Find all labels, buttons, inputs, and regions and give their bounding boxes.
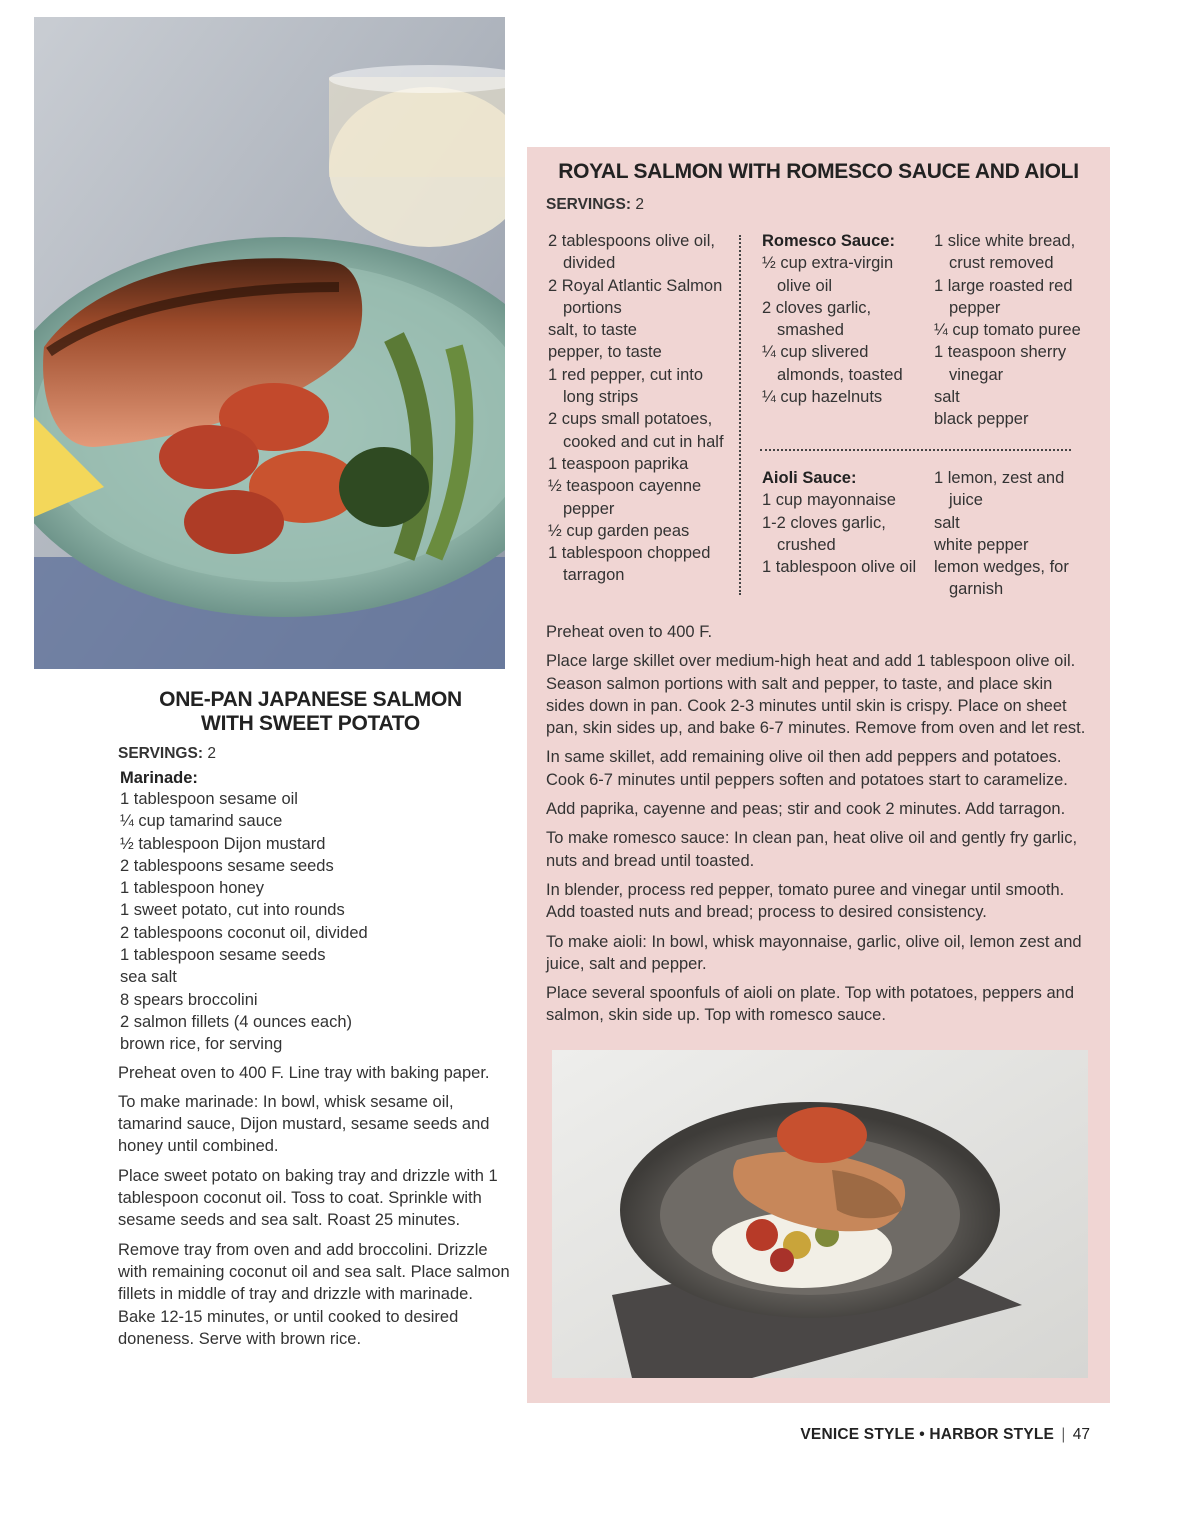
ingredient-item: lemon wedges, for garnish: [934, 558, 1069, 599]
directions: [118, 1062, 513, 1351]
ingredient-item: ½ cup extra-virgin olive oil: [762, 254, 894, 295]
ingredient-item: pepper, to taste: [548, 343, 662, 362]
japanese-salmon-recipe: [118, 688, 513, 1357]
direction-step: Preheat oven to 400 F. Line tray with baking paper.: [118, 1063, 490, 1082]
servings-label: SERVINGS:: [118, 745, 203, 762]
ingredient-item: 2 tablespoons coconut oil, divided: [120, 923, 368, 942]
servings-value: 2: [635, 196, 644, 213]
ingredient-item: 1 teaspoon paprika: [548, 454, 689, 473]
ingredient-item: ½ cup garden peas: [548, 521, 690, 540]
servings: [546, 196, 644, 214]
ingredient-item: 2 salmon fillets (4 ounces each): [120, 1012, 353, 1031]
ingredient-item: 2 tablespoons sesame seeds: [120, 856, 334, 875]
romesco-sauce-column-2: [934, 230, 1102, 431]
ingredient-item: ½ teaspoon cayenne pepper: [548, 477, 702, 518]
ingredient-item: 1-2 cloves garlic, crushed: [762, 513, 886, 554]
ingredient-item: white pepper: [934, 535, 1029, 554]
horizontal-dotted-divider: [760, 449, 1071, 451]
ingredient-item: 1 tablespoon sesame seeds: [120, 946, 326, 965]
ingredient-item: 1 large roasted red pepper: [934, 276, 1073, 317]
ingredient-item: 2 Royal Atlantic Salmon portions: [548, 276, 723, 317]
directions: [546, 621, 1091, 1034]
ingredient-item: 2 cups small potatoes, cooked and cut in half: [548, 410, 724, 451]
page-number: 47: [1072, 1426, 1090, 1443]
japanese-salmon-title: [118, 688, 503, 736]
ingredient-item: 1 tablespoon sesame oil: [120, 790, 298, 808]
direction-step: Place several spoonfuls of aioli on plate. Top with potatoes, peppers and salmon, skin side up. Top with romesco sauce.: [546, 984, 1075, 1025]
direction-step: Add paprika, cayenne and peas; stir and cook 2 minutes. Add tarragon.: [546, 800, 1066, 819]
ingredient-item: salt, to taste: [548, 321, 637, 340]
ingredient-item: 1 teaspoon sherry vinegar: [934, 343, 1067, 384]
direction-step: Place large skillet over medium-high heat and add 1 tablespoon olive oil. Season salmon portions with salt and pepper, to taste, and place skin sides down in pan. Cook 2-3 minutes until skin is crispy. Place on sheet pan, skin sides up, and bake 6-7 minutes. Remove from oven and let rest.: [546, 652, 1086, 738]
aioli-ingredients: [934, 467, 1102, 601]
vertical-dotted-divider: [739, 235, 741, 595]
ingredient-item: ¼ cup slivered almonds, toasted: [762, 343, 903, 384]
title-line-1: ONE-PAN JAPANESE SALMON: [159, 688, 462, 711]
japanese-salmon-photo: [34, 17, 505, 669]
direction-step: Place sweet potato on baking tray and drizzle with 1 tablespoon coconut oil. Toss to coat. Sprinkle with sesame seeds and sea salt. Roast 25 minutes.: [118, 1166, 498, 1230]
ingredient-item: 1 sweet potato, cut into rounds: [120, 901, 345, 920]
main-ingredient-list: [548, 230, 738, 587]
ingredient-item: salt: [934, 388, 960, 407]
ingredient-item: black pepper: [934, 410, 1029, 429]
direction-step: Remove tray from oven and add broccolini. Drizzle with remaining coconut oil and sea salt. Place salmon fillets in middle of tray and drizzle with marinade. Bake 12-15 minutes, or until cooked to desired doneness. Serve with brown rice.: [118, 1240, 510, 1348]
royal-salmon-photo: [552, 1050, 1088, 1378]
romesco-ingredients: [762, 252, 930, 408]
direction-step: To make marinade: In bowl, whisk sesame oil, tamarind sauce, Dijon mustard, sesame seeds and honey until combined.: [118, 1092, 490, 1156]
ingredient-list: [118, 788, 513, 1056]
direction-step: Preheat oven to 400 F.: [546, 623, 713, 641]
ingredient-item: 2 cloves garlic, smashed: [762, 298, 872, 340]
publication-name: VENICE STYLE • HARBOR STYLE: [800, 1426, 1055, 1443]
romesco-sauce-column-1: [762, 230, 930, 408]
ingredient-item: 1 slice white bread, crust removed: [934, 232, 1076, 273]
ingredient-item: ¼ cup tamarind sauce: [120, 812, 283, 831]
footer-separator: |: [1061, 1426, 1066, 1443]
direction-step: In same skillet, add remaining olive oil then add peppers and potatoes. Cook 6-7 minutes until peppers soften and potatoes start to caramelize.: [546, 748, 1068, 789]
direction-step: In blender, process red pepper, tomato puree and vinegar until smooth. Add toasted nuts and bread; process to desired consistency.: [546, 880, 1065, 922]
ingredient-item: 8 spears broccolini: [120, 990, 258, 1009]
title-line-2: WITH SWEET POTATO: [201, 712, 420, 735]
aioli-sauce-column-2: [934, 467, 1102, 601]
ingredient-item: ¼ cup hazelnuts: [762, 388, 883, 407]
ingredient-item: salt: [934, 513, 960, 532]
aioli-ingredients: [762, 489, 930, 578]
ingredient-item: sea salt: [120, 968, 177, 987]
ingredient-item: ½ tablespoon Dijon mustard: [120, 834, 326, 853]
page-footer: [800, 1426, 1090, 1444]
aioli-sauce-column-1: [762, 467, 930, 578]
ingredient-item: 1 cup mayonnaise: [762, 491, 896, 510]
direction-step: To make aioli: In bowl, whisk mayonnaise, garlic, olive oil, lemon zest and juice, salt and pepper.: [546, 932, 1082, 973]
royal-salmon-title: ROYAL SALMON WITH ROMESCO SAUCE AND AIOLI: [558, 160, 1079, 183]
ingredient-item: 1 tablespoon olive oil: [762, 558, 917, 577]
servings-label: SERVINGS:: [546, 196, 631, 213]
romesco-heading: Romesco Sauce:: [762, 232, 895, 250]
romesco-ingredients: [934, 230, 1102, 431]
ingredient-item: 2 tablespoons olive oil, divided: [548, 232, 715, 273]
servings-value: 2: [207, 745, 216, 762]
servings: [118, 745, 513, 763]
direction-step: To make romesco sauce: In clean pan, heat olive oil and gently fry garlic, nuts and bread until toasted.: [546, 829, 1078, 870]
marinade-heading: Marinade:: [120, 769, 198, 787]
ingredient-item: 1 tablespoon honey: [120, 879, 265, 898]
ingredient-item: brown rice, for serving: [120, 1035, 283, 1054]
ingredient-item: 1 red pepper, cut into long strips: [548, 365, 704, 407]
ingredient-item: 1 tablespoon chopped tarragon: [548, 544, 711, 585]
aioli-heading: Aioli Sauce:: [762, 469, 857, 487]
ingredient-item: ¼ cup tomato puree: [934, 321, 1081, 340]
ingredient-item: 1 lemon, zest and juice: [934, 469, 1065, 510]
